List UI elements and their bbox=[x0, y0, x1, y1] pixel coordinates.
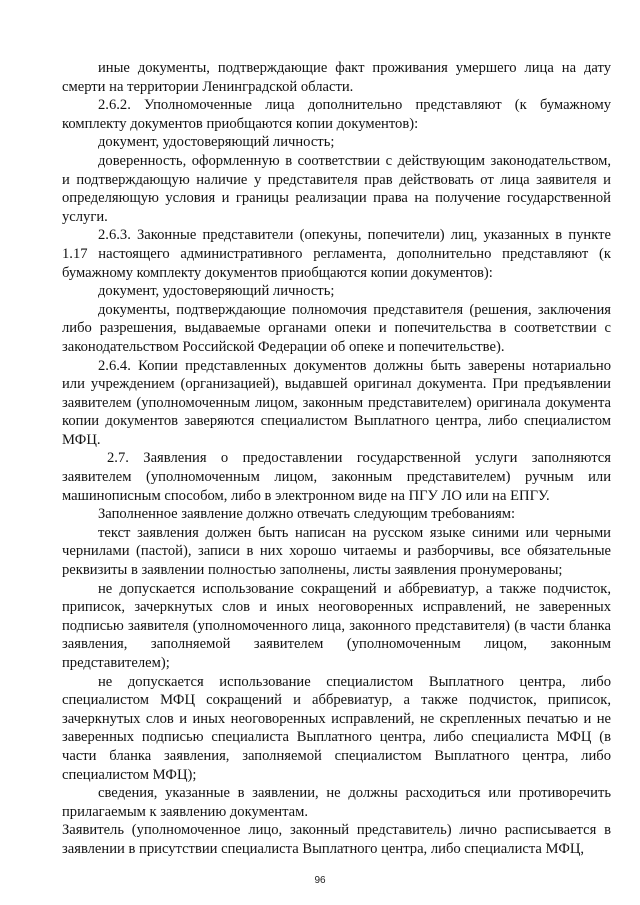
paragraph-3: документ, удостоверяющий личность; bbox=[98, 134, 335, 151]
paragraph-13: не допускается использование специалистом Выплатного центра, либо специалистом МФЦ сокращений и аббревиатур, а также подчисток, приписок, зачеркнутых слов и иных неоговоренных исправлений, не скрепленных печатью и не заверенных подписью специалиста Выплатного центра, либо специалиста МФЦ (в части бланка заявления, заполняемой специалистом Выплатного центра, либо специалистом МФЦ); bbox=[62, 673, 611, 783]
paragraph-8: 2.6.4. Копии представленных документов должны быть заверены нотариально или учреждением (организацией), выдавшей оригинал документа. При предъявлении заявителем (уполномоченным лицом, законным представителем) оригинала документа копии документов заверяются специалистом Выплатного центра, либо специалистом МФЦ. bbox=[62, 357, 611, 448]
page-number: 96 bbox=[314, 875, 326, 886]
paragraph-2: 2.6.2. Уполномоченные лица дополнительно представляют (к бумажному комплекту документов приобщаются копии документов): bbox=[62, 97, 611, 132]
paragraph-5: 2.6.3. Законные представители (опекуны, попечители) лиц, указанных в пункте 1.17 настоящего административного регламента, дополнительно представляют (к бумажному комплекту документов приобщаются копии документов): bbox=[62, 227, 611, 281]
paragraph-9: 2.7. Заявления о предоставлении государственной услуги заполняются заявителем (уполномоченным лицом, законным представителем) ручным или машинописным способом, либо в электронном виде на ПГУ ЛО или на ЕПГУ. bbox=[62, 450, 611, 504]
paragraph-6: документ, удостоверяющий личность; bbox=[98, 283, 335, 300]
document-body bbox=[62, 59, 611, 859]
paragraph-10: Заполненное заявление должно отвечать следующим требованиям: bbox=[98, 506, 516, 523]
paragraph-15: Заявитель (уполномоченное лицо, законный представитель) лично расписывается в заявлении в присутствии специалиста Выплатного центра, либо специалиста МФЦ, bbox=[62, 822, 611, 857]
paragraph-4: доверенность, оформленную в соответствии с действующим законодательством, и подтверждающую наличие у представителя прав действовать от лица заявителя и определяющую условия и границы реализации права на получение государственной услуги. bbox=[62, 152, 611, 225]
paragraph-14: сведения, указанные в заявлении, не должны расходиться или противоречить прилагаемым к заявлению документам. bbox=[62, 785, 611, 820]
paragraph-11: текст заявления должен быть написан на русском языке синими или черными чернилами (пастой), записи в них хорошо читаемы и разборчивы, все обязательные реквизиты в заявлении полностью заполнены, листы заявления пронумерованы; bbox=[62, 524, 611, 579]
paragraph-7: документы, подтверждающие полномочия представителя (решения, заключения либо разрешения, выдаваемые органами опеки и попечительства в соответствии с законодательством Российской Федерации об опеке и попечительстве). bbox=[62, 301, 611, 355]
paragraph-12: не допускается использование сокращений и аббревиатур, а также подчисток, приписок, зачеркнутых слов и иных неоговоренных исправлений, не заверенных подписью заявителя (уполномоченного лица, законного представителя) (в части бланка заявления, заполняемой заявителем (уполномоченным лицом, законным представителем); bbox=[62, 580, 611, 671]
paragraph-1: иные документы, подтверждающие факт проживания умершего лица на дату смерти на территории Ленинградской области. bbox=[62, 60, 611, 95]
